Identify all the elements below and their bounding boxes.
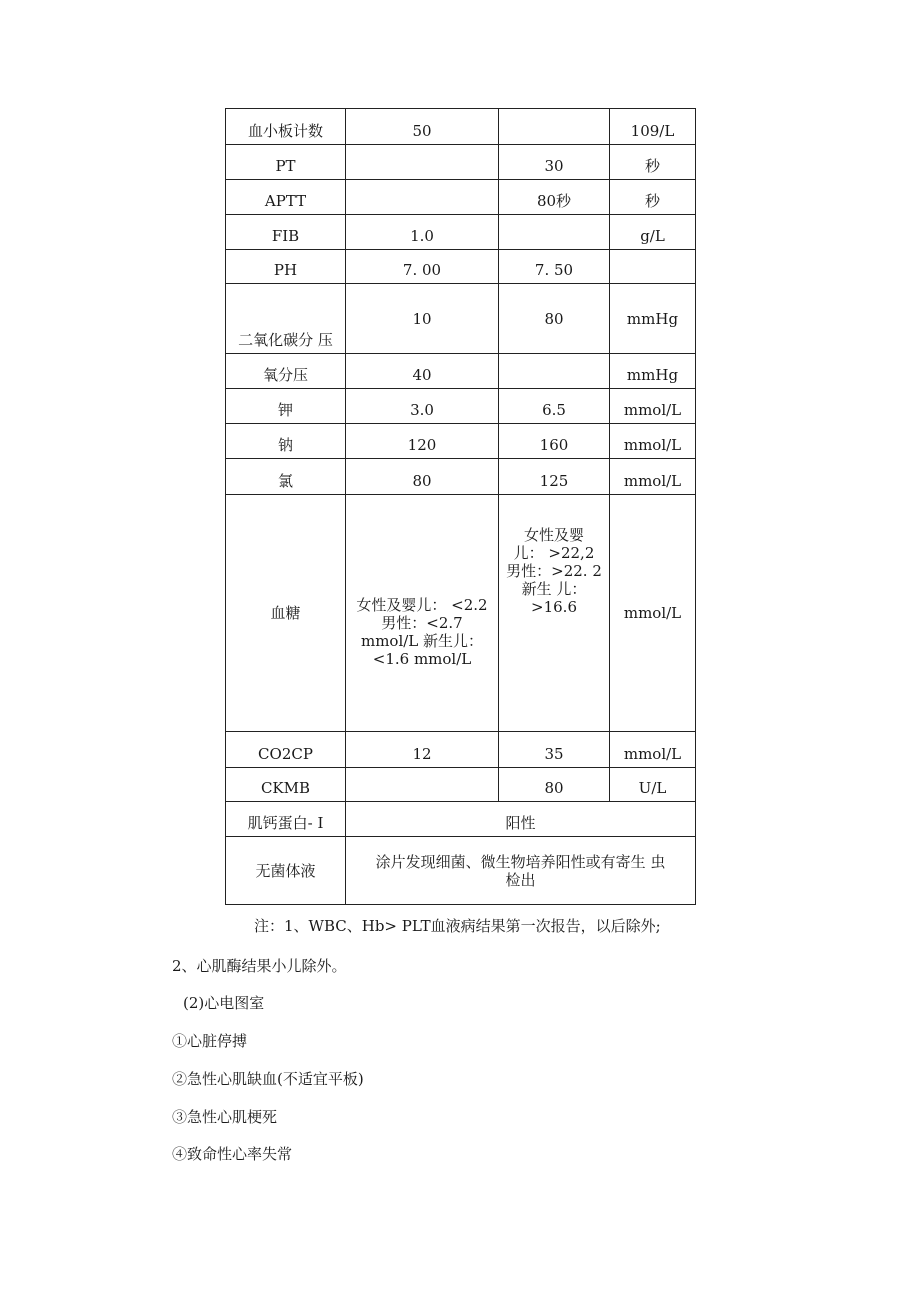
- low-value-cell: 40: [346, 354, 499, 389]
- table-row: [226, 732, 696, 768]
- high-value-cell: [499, 109, 610, 145]
- unit-cell: 109/L: [610, 109, 696, 145]
- item-cell: 肌钙蛋白- I: [226, 802, 346, 837]
- item-cell: 钠: [226, 424, 346, 459]
- high-value-line: 儿： >22,2: [513, 544, 595, 562]
- low-value-cell: 1.0: [346, 215, 499, 250]
- table-row: [226, 109, 696, 145]
- high-value-line: 男性：>22. 2: [506, 562, 602, 580]
- low-value-cell: [346, 145, 499, 180]
- high-value-cell: 7. 50: [499, 250, 610, 284]
- table-row: [226, 768, 696, 802]
- table-row: [226, 459, 696, 495]
- unit-cell: g/L: [610, 215, 696, 250]
- table-row: [226, 424, 696, 459]
- footnote-2: 2、心肌酶结果小儿除外。: [172, 957, 347, 975]
- table-row: [226, 389, 696, 424]
- low-value-cell: 50: [346, 109, 499, 145]
- list-item: ③急性心肌梗死: [172, 1108, 278, 1126]
- table-row: [226, 837, 696, 905]
- item-cell: APTT: [226, 180, 346, 215]
- item-cell: CO2CP: [226, 732, 346, 768]
- high-value-line: 女性及婴: [523, 526, 584, 544]
- section-heading: (2)心电图室: [183, 994, 265, 1012]
- unit-cell: mmol/L: [610, 389, 696, 424]
- low-value-line: <1.6 mmol/L: [372, 650, 472, 668]
- high-value-line: >16.6: [531, 598, 577, 616]
- high-value-cell: [499, 495, 610, 732]
- value-cell: [346, 837, 696, 905]
- low-value-cell: 3.0: [346, 389, 499, 424]
- item-cell: 氧分压: [226, 354, 346, 389]
- unit-cell: [610, 250, 696, 284]
- value-line: 检出: [505, 870, 536, 889]
- table-row: [226, 180, 696, 215]
- unit-cell: mmol/L: [610, 424, 696, 459]
- low-value-line: 男性：<2.7: [381, 614, 463, 632]
- unit-cell: mmol/L: [610, 495, 696, 732]
- value-line: 涂片发现细菌、微生物培养阳性或有寄生 虫: [375, 852, 666, 871]
- table-row: [226, 354, 696, 389]
- item-cell: 无菌体液: [226, 837, 346, 905]
- low-value-cell: 7. 00: [346, 250, 499, 284]
- low-value-cell: [346, 768, 499, 802]
- high-value-cell: 80: [499, 284, 610, 354]
- unit-cell: mmol/L: [610, 732, 696, 768]
- table-row: [226, 495, 696, 732]
- item-cell: CKMB: [226, 768, 346, 802]
- item-cell: 血小板计数: [226, 109, 346, 145]
- unit-cell: mmHg: [610, 354, 696, 389]
- footnote-1: 注：1、WBC、Hb> PLT血液病结果第一次报告，以后除外;: [254, 917, 661, 935]
- low-value-cell: [346, 180, 499, 215]
- high-value-cell: [499, 354, 610, 389]
- low-value-cell: 120: [346, 424, 499, 459]
- item-cell: 二氧化碳分 压: [226, 284, 346, 354]
- list-item: ②急性心肌缺血(不适宜平板): [172, 1070, 364, 1088]
- item-cell: PT: [226, 145, 346, 180]
- unit-cell: U/L: [610, 768, 696, 802]
- high-value-line: 新生 儿：: [521, 580, 587, 598]
- high-value-cell: [499, 215, 610, 250]
- high-value-cell: 160: [499, 424, 610, 459]
- table-row: [226, 250, 696, 284]
- high-value-cell: 6.5: [499, 389, 610, 424]
- low-value-line: mmol/L 新生儿：: [360, 632, 484, 650]
- high-value-cell: 30: [499, 145, 610, 180]
- critical-values-table: [225, 108, 696, 905]
- unit-cell: 秒: [610, 145, 696, 180]
- unit-cell: mmol/L: [610, 459, 696, 495]
- low-value-cell: [346, 495, 499, 732]
- low-value-cell: 80: [346, 459, 499, 495]
- table-row: [226, 215, 696, 250]
- unit-cell: 秒: [610, 180, 696, 215]
- item-cell: PH: [226, 250, 346, 284]
- unit-cell: mmHg: [610, 284, 696, 354]
- item-cell: 钾: [226, 389, 346, 424]
- low-value-cell: 12: [346, 732, 499, 768]
- high-value-cell: 35: [499, 732, 610, 768]
- value-cell: 阳性: [346, 802, 696, 837]
- item-cell: 氯: [226, 459, 346, 495]
- high-value-cell: 80: [499, 768, 610, 802]
- low-value-cell: 10: [346, 284, 499, 354]
- item-cell: FIB: [226, 215, 346, 250]
- list-item: ④致命性心率失常: [172, 1145, 293, 1163]
- high-value-cell: 80秒: [499, 180, 610, 215]
- high-value-cell: 125: [499, 459, 610, 495]
- table-row: [226, 284, 696, 354]
- list-item: ①心脏停搏: [172, 1032, 248, 1050]
- item-cell: 血糖: [226, 495, 346, 732]
- low-value-line: 女性及婴儿： <2.2: [356, 596, 488, 614]
- table-row: [226, 145, 696, 180]
- table-row: [226, 802, 696, 837]
